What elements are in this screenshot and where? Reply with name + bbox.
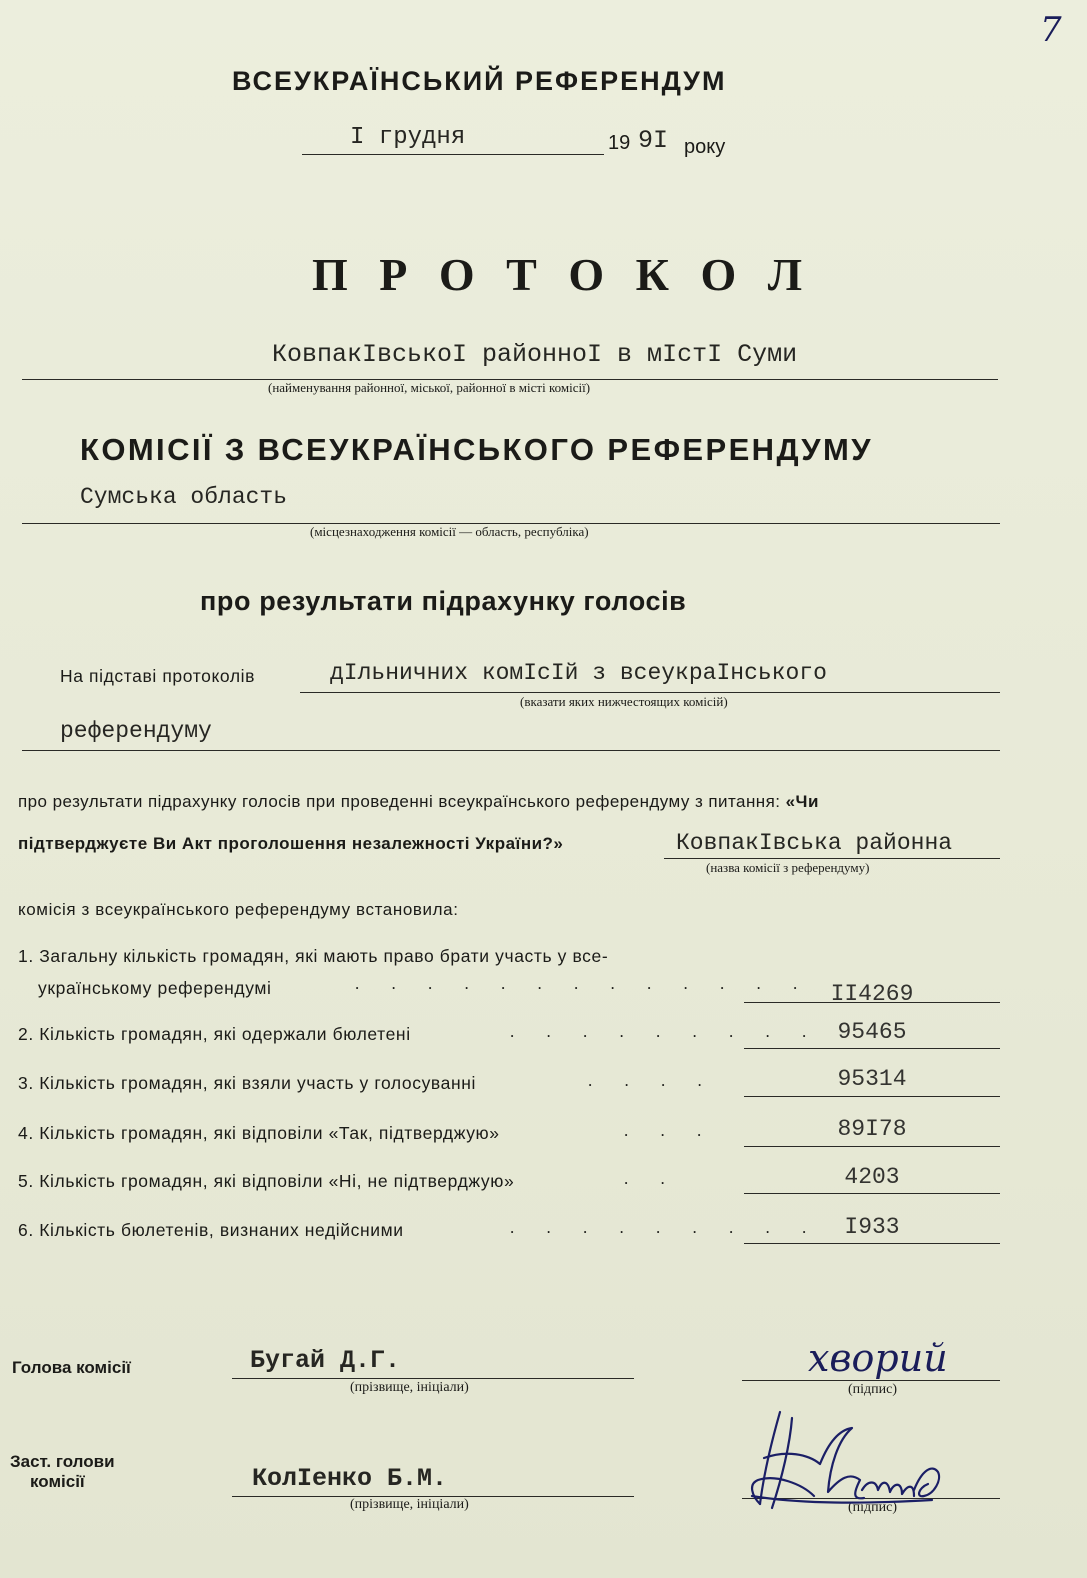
question-line1-quote: «Чи [785, 792, 819, 811]
item-3-dots: . . . . [588, 1071, 716, 1090]
chair-role: Голова комісії [12, 1358, 131, 1377]
item-6-row [18, 1220, 404, 1241]
question-commission-caption: (назва комісії з референдуму) [706, 860, 870, 875]
item-3-value: 95314 [837, 1066, 907, 1092]
item-6-label: Кількість бюлетенів, визнаних недійсними [39, 1220, 404, 1240]
referendum-title: ВСЕУКРАЇНСЬКИЙ РЕФЕРЕНДУМ [232, 66, 727, 96]
question-line2: підтверджуєте Ви Акт проголошення незалежності України?» [18, 834, 564, 853]
question-commission-underline [664, 858, 1000, 859]
item-1-num: 1. [18, 946, 34, 966]
item-6-dots: . . . . . . . . . [510, 1218, 821, 1237]
item-2-underline [744, 1048, 1000, 1049]
item-5-row [18, 1171, 514, 1192]
year-filled: 9I [638, 126, 669, 155]
deputy-sign-caption: (підпис) [848, 1500, 898, 1515]
item-4-row [18, 1123, 500, 1144]
basis-value-line2: референдуму [60, 718, 212, 744]
commission-name-value: КовпакIвськоI районноI в мIстI Суми [272, 340, 798, 369]
item-2-label: Кількість громадян, які одержали бюлетені [39, 1024, 411, 1044]
year-prefix: 19 [608, 132, 631, 154]
basis-caption: (вказати яких нижчестоящих комісій) [520, 694, 728, 709]
chair-name-caption: (прізвище, ініціали) [350, 1380, 469, 1395]
item-4-label: Кількість громадян, які відповіли «Так, підтверджую» [39, 1123, 500, 1143]
item-5-dots: . . [624, 1169, 679, 1188]
commission-heading: КОМІСІЇ З ВСЕУКРАЇНСЬКОГО РЕФЕРЕНДУМУ [80, 432, 873, 467]
item-1-underline [744, 1002, 1000, 1003]
year-suffix: року [684, 136, 726, 158]
deputy-signature [742, 1400, 952, 1520]
question-line1-text: про результати підрахунку голосів при проведенні всеукраїнського референдуму з питання: [18, 792, 781, 811]
question-line1 [18, 792, 819, 812]
protocol-title: П Р О Т О К О Л [312, 249, 813, 300]
chair-sign-caption: (підпис) [848, 1382, 898, 1397]
item-1-label-line2: українському референдумі [38, 978, 272, 998]
item-4-num: 4. [18, 1123, 34, 1143]
item-3-row [18, 1073, 476, 1094]
date-filled: I грудня [350, 124, 466, 151]
item-4-value: 89I78 [837, 1116, 907, 1142]
item-1-line1 [18, 946, 608, 967]
established-text: комісія з всеукраїнського референдуму встановила: [18, 900, 459, 919]
item-3-label: Кількість громадян, які взяли участь у голосуванні [39, 1073, 476, 1093]
item-4-underline [744, 1146, 1000, 1147]
deputy-role-line1: Заст. голови [10, 1452, 115, 1471]
item-6-num: 6. [18, 1220, 34, 1240]
item-5-num: 5. [18, 1171, 34, 1191]
results-heading: про результати підрахунку голосів [200, 586, 687, 616]
basis-underline-2 [22, 750, 1000, 751]
item-3-underline [744, 1096, 1000, 1097]
deputy-name: КолIенко Б.М. [252, 1464, 448, 1493]
item-2-dots: . . . . . . . . . [510, 1022, 821, 1041]
commission-name-caption: (найменування районної, міської, районної в місті комісії) [268, 380, 591, 395]
deputy-role-line2: комісії [30, 1472, 85, 1491]
item-6-value: I933 [844, 1214, 900, 1240]
item-5-underline [744, 1193, 1000, 1194]
chair-name-underline [232, 1378, 634, 1379]
deputy-name-caption: (прізвище, ініціали) [350, 1497, 469, 1512]
item-4-dots: . . . [624, 1121, 716, 1140]
item-3-num: 3. [18, 1073, 34, 1093]
item-1-label-line1: Загальну кількість громадян, які мають право брати участь у все- [39, 946, 609, 966]
basis-underline-1 [300, 692, 1000, 693]
item-2-row [18, 1024, 411, 1045]
chair-sign-underline [742, 1380, 1000, 1381]
corner-page-mark: 7 [1040, 10, 1062, 50]
item-2-num: 2. [18, 1024, 34, 1044]
date-underline [302, 154, 604, 155]
basis-value-line1: дIльничних комIсIй з всеукраIнського [330, 660, 827, 686]
item-5-label: Кількість громадян, які відповіли «Ні, не підтверджую» [39, 1171, 515, 1191]
item-5-value: 4203 [844, 1164, 900, 1190]
basis-label: На підставі протоколів [60, 666, 256, 686]
item-2-value: 95465 [837, 1019, 907, 1045]
chair-name: Бугай Д.Г. [250, 1346, 401, 1375]
item-6-underline [744, 1243, 1000, 1244]
item-1-dots: . . . . . . . . . . . . . [355, 974, 812, 993]
location-caption: (місцезнаходження комісії — область, республіка) [310, 524, 589, 539]
location-value: Сумська область [80, 484, 288, 510]
chair-signature-text: хворий [808, 1336, 948, 1380]
item-1-value: II4269 [830, 981, 914, 1007]
question-commission-value: КовпакIвська районна [676, 830, 953, 856]
